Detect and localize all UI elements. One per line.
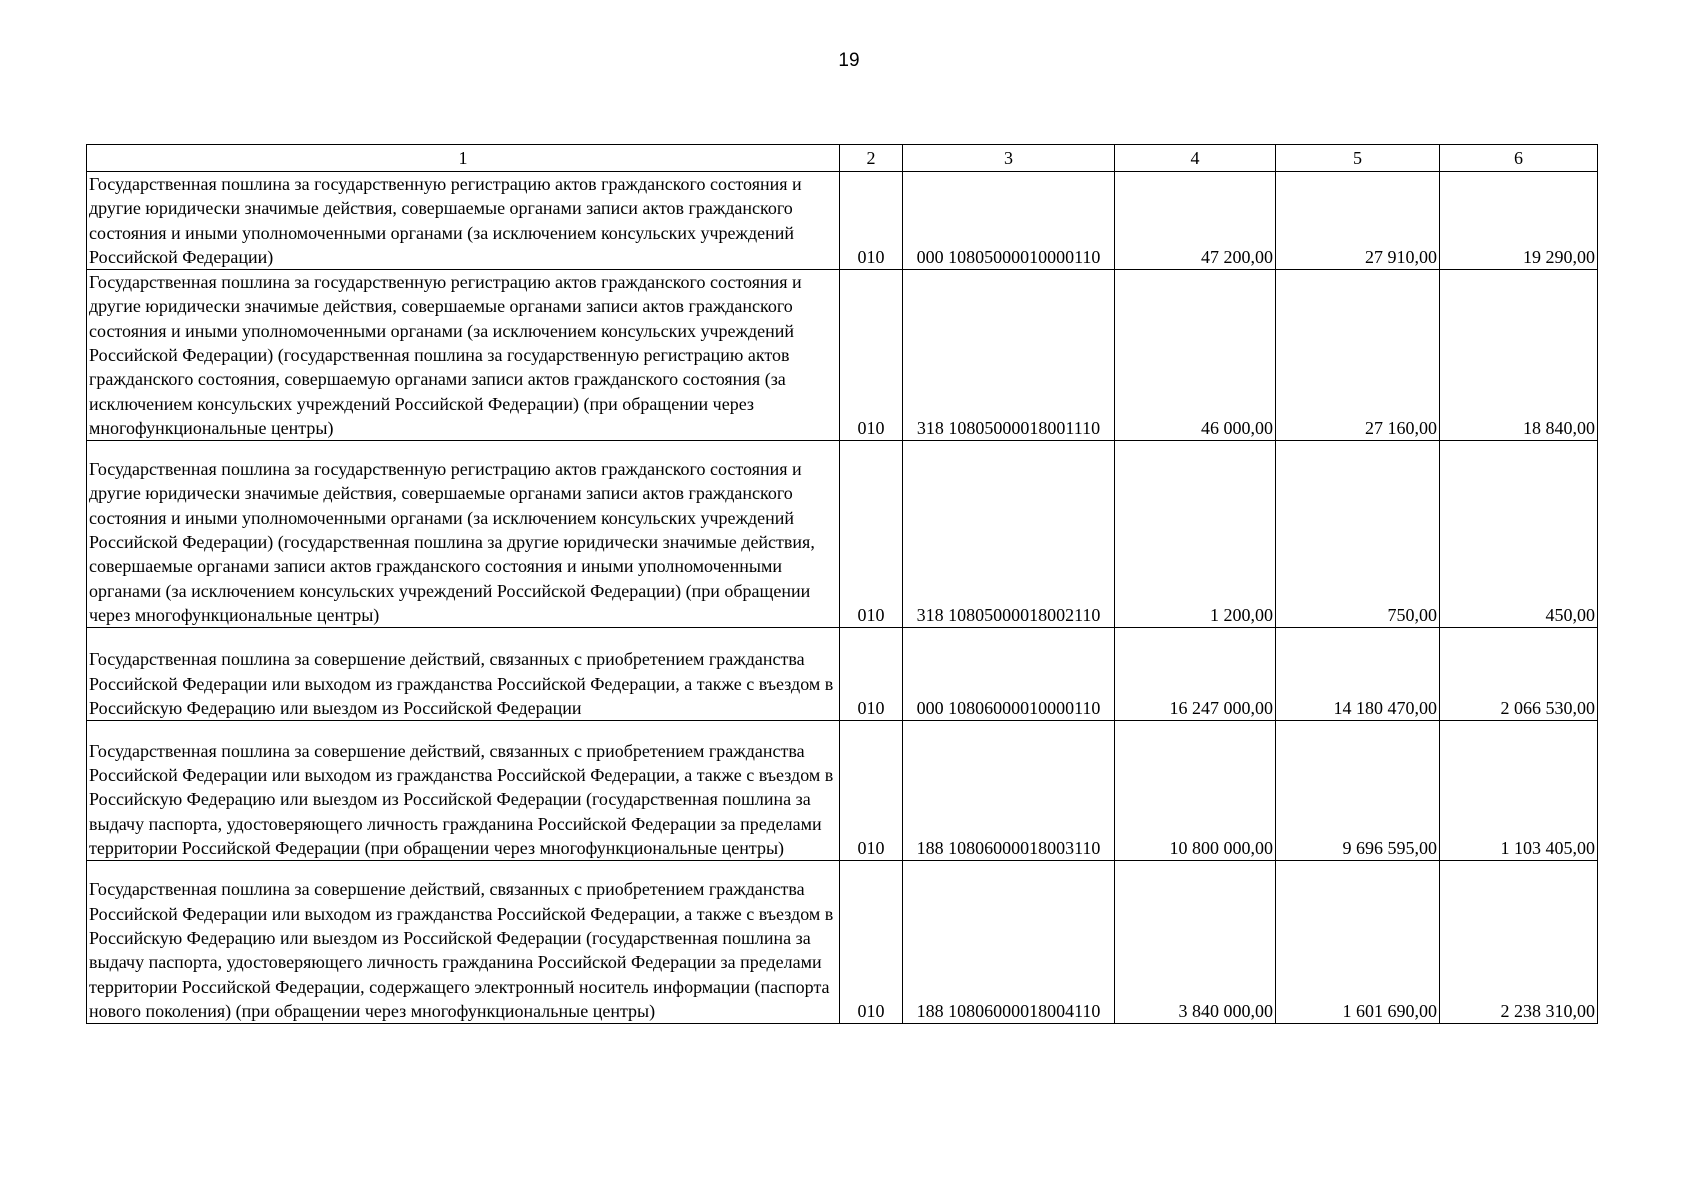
page-number: 19 bbox=[838, 50, 860, 71]
row-value-col4: 46 000,00 bbox=[1115, 270, 1276, 441]
row-name: Государственная пошлина за государственную регистрацию актов гражданского состояния и другие юридически значимые действия, совершаемые органами записи актов гражданского состояния и иными уполномоченными органами (за исключением консульских учреждений Российской Федерации) bbox=[87, 172, 840, 270]
row-line-code: 010 bbox=[840, 172, 903, 270]
row-budget-code: 000 10806000010000110 bbox=[903, 628, 1115, 721]
row-value-col6: 18 840,00 bbox=[1440, 270, 1598, 441]
row-line-code: 010 bbox=[840, 861, 903, 1024]
revenue-table bbox=[86, 144, 1598, 1024]
row-value-col6: 2 238 310,00 bbox=[1440, 861, 1598, 1024]
row-value-col4: 3 840 000,00 bbox=[1115, 861, 1276, 1024]
row-value-col4: 16 247 000,00 bbox=[1115, 628, 1276, 721]
column-header: 3 bbox=[903, 145, 1115, 172]
column-header: 6 bbox=[1440, 145, 1598, 172]
row-line-code: 010 bbox=[840, 441, 903, 628]
row-value-col4: 47 200,00 bbox=[1115, 172, 1276, 270]
row-value-col5: 750,00 bbox=[1276, 441, 1440, 628]
column-header: 5 bbox=[1276, 145, 1440, 172]
table-header-row bbox=[87, 145, 1598, 172]
row-value-col5: 1 601 690,00 bbox=[1276, 861, 1440, 1024]
table-row bbox=[87, 441, 1598, 628]
row-value-col5: 9 696 595,00 bbox=[1276, 721, 1440, 861]
row-budget-code: 318 10805000018002110 bbox=[903, 441, 1115, 628]
row-budget-code: 318 10805000018001110 bbox=[903, 270, 1115, 441]
row-name: Государственная пошлина за совершение действий, связанных с приобретением гражданства Российской Федерации или выходом из гражданства Российской Федерации, а также с въездом в Российскую Федерацию или выездом из Российской Федерации bbox=[87, 628, 840, 721]
row-name: Государственная пошлина за государственную регистрацию актов гражданского состояния и другие юридически значимые действия, совершаемые органами записи актов гражданского состояния и иными уполномоченными органами (за исключением консульских учреждений Российской Федерации) (государственная пошлина за другие юридически значимые действия, совершаемые органами записи актов гражданского состояния и иными уполномоченными органами (за исключением консульских учреждений Российской Федерации) (при обращении через многофункциональные центры) bbox=[87, 441, 840, 628]
row-value-col6: 450,00 bbox=[1440, 441, 1598, 628]
row-budget-code: 188 10806000018003110 bbox=[903, 721, 1115, 861]
row-name: Государственная пошлина за государственную регистрацию актов гражданского состояния и другие юридически значимые действия, совершаемые органами записи актов гражданского состояния и иными уполномоченными органами (за исключением консульских учреждений Российской Федерации) (государственная пошлина за государственную регистрацию актов гражданского состояния, совершаемую органами записи актов гражданского состояния (за исключением консульских учреждений Российской Федерации) (при обращении через многофункциональные центры) bbox=[87, 270, 840, 441]
table-row bbox=[87, 628, 1598, 721]
row-line-code: 010 bbox=[840, 628, 903, 721]
table-row bbox=[87, 270, 1598, 441]
row-budget-code: 000 10805000010000110 bbox=[903, 172, 1115, 270]
row-name: Государственная пошлина за совершение действий, связанных с приобретением гражданства Российской Федерации или выходом из гражданства Российской Федерации, а также с въездом в Российскую Федерацию или выездом из Российской Федерации (государственная пошлина за выдачу паспорта, удостоверяющего личность гражданина Российской Федерации за пределами территории Российской Федерации, содержащего электронный носитель информации (паспорта нового поколения) (при обращении через многофункциональные центры) bbox=[87, 861, 840, 1024]
table-row bbox=[87, 721, 1598, 861]
row-name: Государственная пошлина за совершение действий, связанных с приобретением гражданства Российской Федерации или выходом из гражданства Российской Федерации, а также с въездом в Российскую Федерацию или выездом из Российской Федерации (государственная пошлина за выдачу паспорта, удостоверяющего личность гражданина Российской Федерации за пределами территории Российской Федерации (при обращении через многофункциональные центры) bbox=[87, 721, 840, 861]
row-value-col6: 1 103 405,00 bbox=[1440, 721, 1598, 861]
row-value-col4: 10 800 000,00 bbox=[1115, 721, 1276, 861]
row-value-col6: 19 290,00 bbox=[1440, 172, 1598, 270]
row-value-col6: 2 066 530,00 bbox=[1440, 628, 1598, 721]
row-budget-code: 188 10806000018004110 bbox=[903, 861, 1115, 1024]
row-line-code: 010 bbox=[840, 270, 903, 441]
column-header: 2 bbox=[840, 145, 903, 172]
column-header: 1 bbox=[87, 145, 840, 172]
row-value-col4: 1 200,00 bbox=[1115, 441, 1276, 628]
row-line-code: 010 bbox=[840, 721, 903, 861]
table-row bbox=[87, 172, 1598, 270]
row-value-col5: 27 910,00 bbox=[1276, 172, 1440, 270]
row-value-col5: 14 180 470,00 bbox=[1276, 628, 1440, 721]
column-header: 4 bbox=[1115, 145, 1276, 172]
table-row bbox=[87, 861, 1598, 1024]
row-value-col5: 27 160,00 bbox=[1276, 270, 1440, 441]
